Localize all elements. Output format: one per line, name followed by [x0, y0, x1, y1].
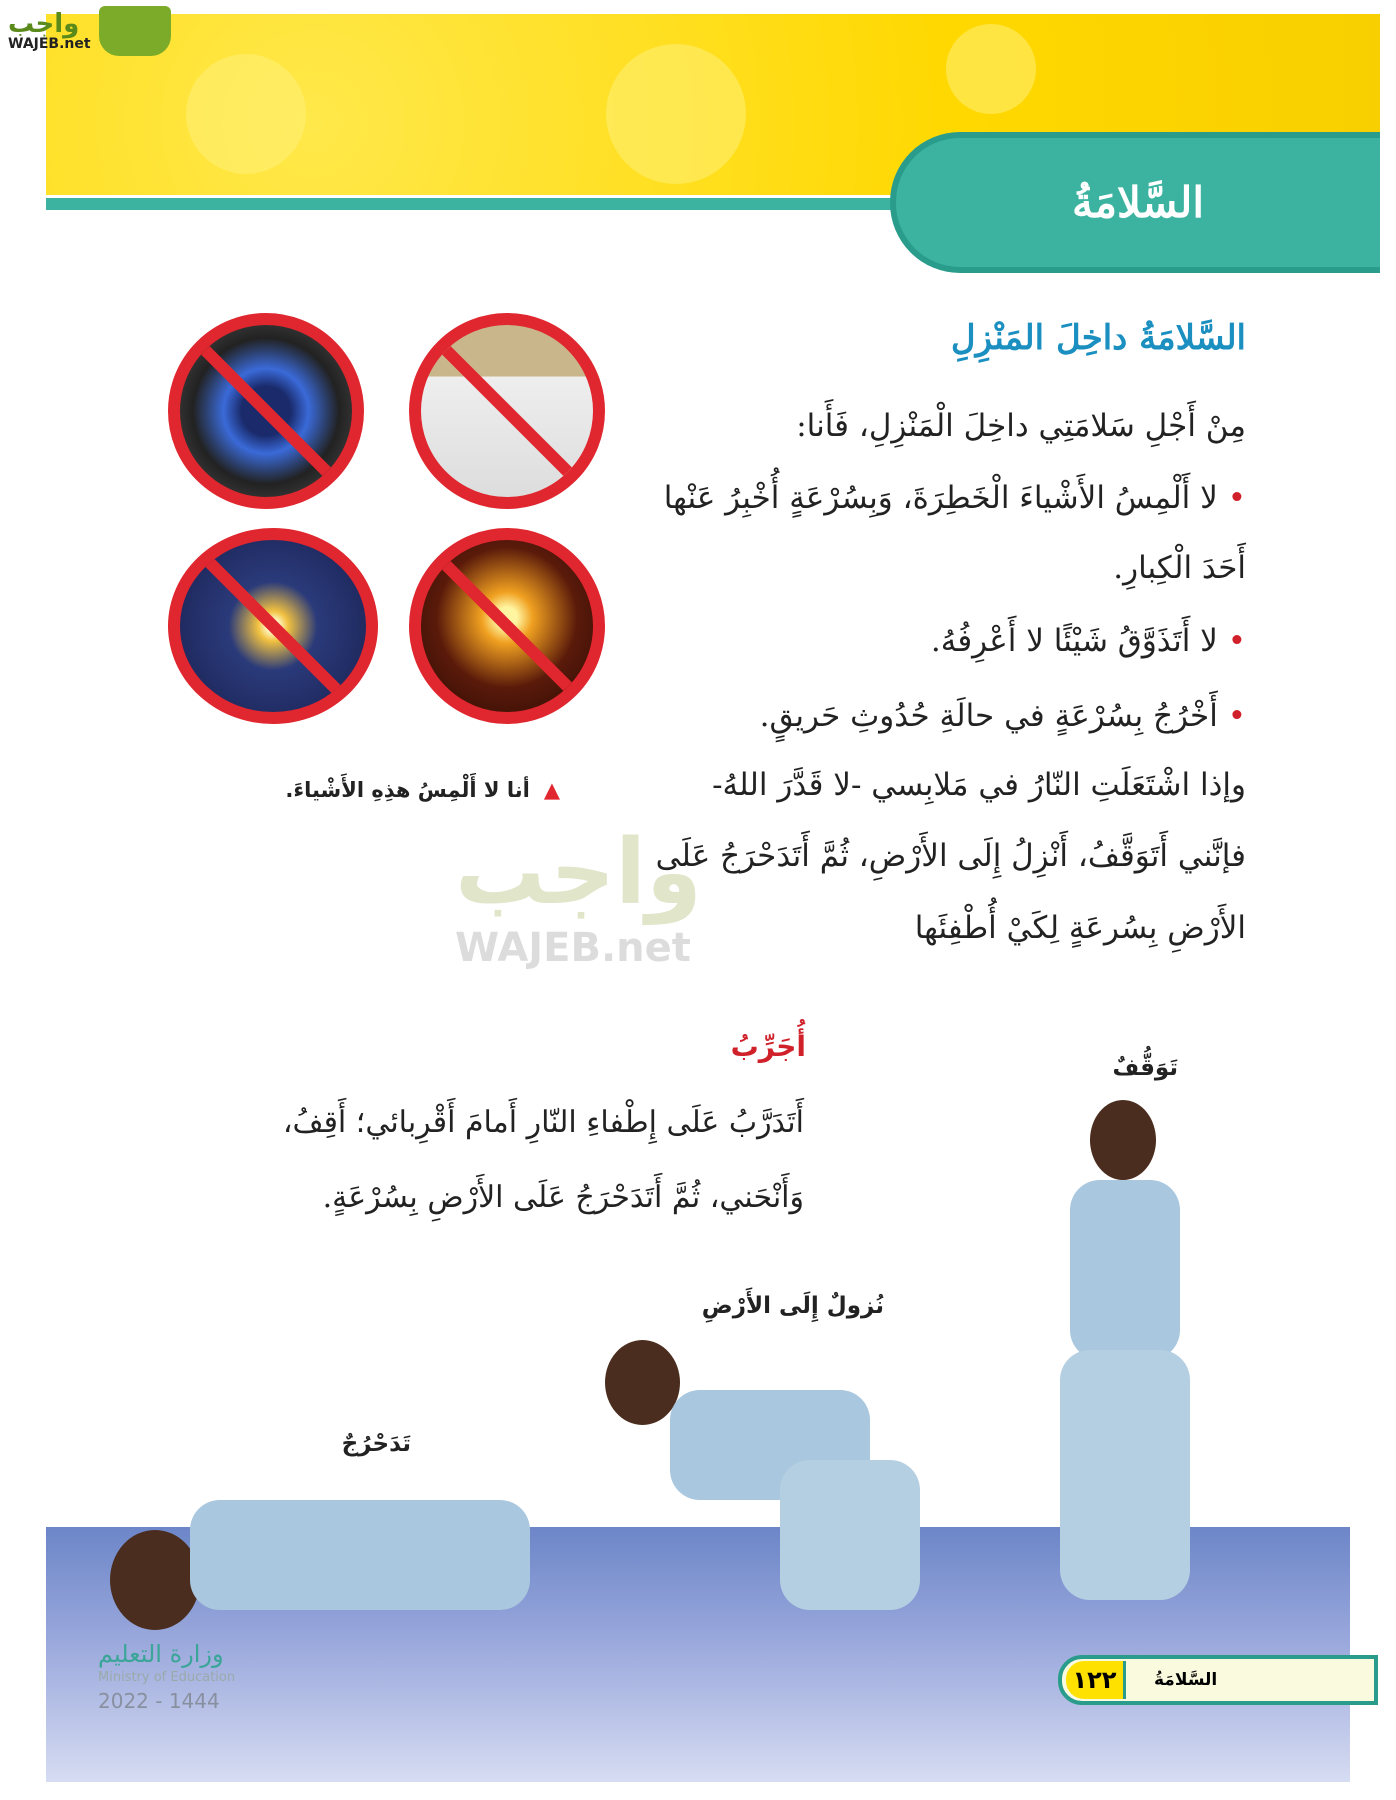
try-line: وَأَنْحَني، ثُمَّ أَتَدَحْرَجُ عَلَى الأَرْضِ بِسُرْعَةٍ.	[322, 1180, 804, 1215]
page-number: ١٢٢	[1066, 1661, 1126, 1699]
bullet-line	[931, 623, 1246, 659]
bullet-text: لا أَتَذَوَّقُ شَيْئًا لا أَعْرِفُهُ.	[930, 623, 1218, 659]
label-get-down: نُزولٌ إِلَى الأَرْضِ	[701, 1293, 884, 1319]
body-line: الأَرْضِ بِسُرعَةٍ لِكَيْ أُطْفِئَها	[914, 910, 1246, 946]
no-gas-stove-image	[168, 313, 364, 509]
book-icon	[99, 6, 171, 56]
watermark-text: واجب	[455, 820, 702, 925]
logo-sub: WAJEB.net	[8, 36, 91, 52]
try-heading: أُجَرِّبُ	[730, 1030, 806, 1063]
logo-text: واجب	[8, 9, 80, 39]
ministry-logo	[98, 1640, 235, 1713]
bullet-text: لا أَلْمِسُ الأَشْياءَ الْخَطِرَةَ، وَبِسُرْعَةٍ أُخْبِرُ عَنْها	[663, 480, 1218, 516]
footer-title: السَّلامَةُ	[1154, 1670, 1218, 1690]
body-line: وإذا اشْتَعَلَتِ النّارُ في مَلابِسي -لا قَدَّرَ اللهُ-	[712, 767, 1246, 803]
bullet-line	[760, 698, 1246, 734]
chapter-title-tab	[890, 132, 1380, 273]
try-line: أَتَدَرَّبُ عَلَى إِطْفاءِ النّارِ أَمامَ أَقْرِبائي؛ أَقِفُ،	[282, 1105, 804, 1140]
image-caption	[230, 778, 560, 802]
body-line: فإنَّني أَتَوَقَّفُ، أَنْزِلُ إِلَى الأَرْضِ، ثُمَّ أَتَدَحْرَجُ عَلَى	[655, 838, 1246, 874]
no-candle-image	[409, 528, 605, 724]
section-heading: السَّلامَةُ داخِلَ المَنْزِلِ	[950, 318, 1246, 358]
ministry-name-en: Ministry of Education	[98, 1670, 236, 1685]
body-line: مِنْ أَجْلِ سَلامَتِي داخِلَ الْمَنْزِلِ، فَأَنا:	[796, 408, 1246, 444]
bullet-line	[664, 480, 1246, 516]
bullet-text: أَخْرُجُ بِسُرْعَةٍ في حالَةِ حُدُوثِ حَريقٍ.	[759, 698, 1218, 734]
page-footer-box	[1058, 1655, 1378, 1705]
watermark	[455, 820, 702, 971]
bullet-icon: •	[1227, 698, 1246, 734]
bullet-icon: •	[1227, 480, 1246, 516]
wajeb-logo	[8, 6, 171, 56]
boy-kneeling-image	[600, 1340, 960, 1630]
triangle-icon: ▲	[543, 778, 560, 802]
edition-year: 2022 - 1444	[98, 1689, 220, 1713]
watermark-sub: WAJEB.net	[455, 925, 691, 971]
chapter-title: السَّلامَةُ	[1071, 178, 1204, 227]
no-matches-image	[409, 313, 605, 509]
boy-rolling-image	[110, 1490, 540, 1640]
ministry-name-ar: وزارة التعليم	[98, 1640, 224, 1668]
bullet-icon: •	[1227, 623, 1246, 659]
caption-text: أنا لا أَلْمِسُ هذِهِ الأَشْياءَ.	[285, 778, 530, 802]
label-stop: تَوَقُّفٌ	[1112, 1055, 1178, 1081]
body-line: أَحَدَ الْكِبارِ.	[1113, 550, 1246, 586]
no-sparkler-image	[168, 528, 378, 724]
boy-standing-image	[990, 1100, 1220, 1620]
label-roll: تَدَحْرُجٌ	[341, 1431, 411, 1457]
